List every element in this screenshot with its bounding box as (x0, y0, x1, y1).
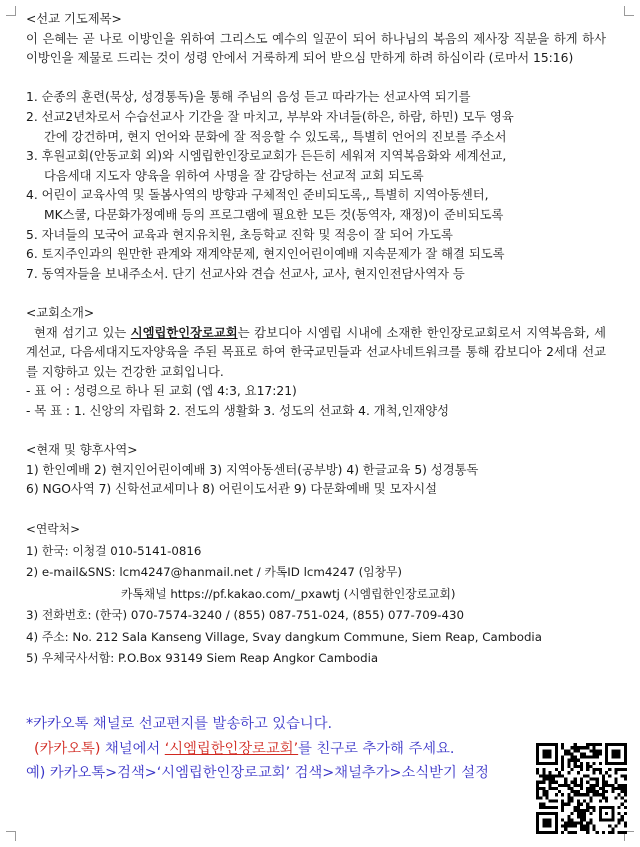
prayer-item-6: 6. 토지주인과의 원만한 관계와 재계약문제, 현지인어린이예배 지속문제가 잘 해결 되도록 (26, 247, 505, 262)
notice-church-name: ‘시엠립한인장로교회’ (164, 740, 299, 757)
prayer-item-3: 3. 후원교회(안동교회 외)와 시엠립한인장로교회가 든든히 세워져 지역복음화와 세계선교, (26, 149, 507, 164)
contact-title: <연락처> (26, 522, 80, 537)
prayer-item-1: 1. 순종의 훈련(묵상, 성경통독)을 통해 주님의 음성 듣고 따라가는 선교사역 되기를 (26, 90, 471, 105)
church-motto: - 표 어 : 성령으로 하나 된 교회 (엡 4:3, 요17:21) (26, 384, 297, 399)
church-name: 시엠립한인장로교회 (130, 325, 238, 340)
contact-tel: 3) 전화번호: (한국) 070-7574-3240 / (855) 087-751-024, (855) 077-709-430 (26, 608, 465, 623)
notice-line-1: *카카오톡 채널로 선교편지를 발송하고 있습니다. (26, 716, 333, 732)
church-title: <교회소개> (26, 305, 95, 320)
prayer-item-7: 7. 동역자들을 보내주소서. 단기 선교사와 견습 선교사, 교사, 현지인전담사역자 등 (26, 266, 465, 281)
prayer-item-5: 5. 자녀들의 모국어 교육과 현지유치원, 초등학교 진학 및 적응이 잘 되어 가도록 (26, 227, 453, 242)
prayer-item-2-cont: 간에 강건하며, 현지 언어와 문화에 잘 적응할 수 있도록,, 특별히 언어의 진보를 주소서 (44, 129, 507, 144)
contact-pobox: 5) 우체국사서함: P.O.Box 93149 Siem Reap Angkor Cambodia (26, 651, 379, 666)
contact-kakao-channel: 카톡채널 https://pf.kakao.com/_pxawtj (시엠립한인장로교회) (121, 586, 456, 601)
ministry-line-1: 1) 한인예배 2) 현지인어린이예배 3) 지역아동센터(공부방) 4) 한글교육 5) 성경통독 (26, 462, 479, 477)
notice-text-a: 채널에서 (100, 740, 165, 757)
prayer-title: <선교 기도제목> (26, 12, 122, 26)
church-intro-post: 는 캄보디아 시엠립 시내에 소재한 한인장로교회로서 지역복음화, 세계선교, 다음세대지도자양육을 주된 목표로 하여 한국교민들과 선교사네트워크를 통해 캄보디아 2세대 선교를 지향하고 있는 건강한 교회입니다. (26, 325, 606, 379)
church-intro (26, 324, 606, 383)
ministry-title: <현재 및 향후사역> (26, 443, 138, 458)
church-goal: - 목 표 : 1. 신앙의 자립화 2. 전도의 생활화 3. 성도의 선교화 4. 개척,인재양성 (26, 403, 449, 418)
page-corner-marker-top-left (6, 6, 16, 16)
prayer-item-2: 2. 선교2년차로서 수습선교사 기간을 잘 마치고, 부부와 자녀들(하은, 하람, 하민) 모두 영육 (26, 109, 514, 124)
notice-text-b: 를 친구로 추가해 주세요. (298, 740, 455, 757)
contact-section (26, 519, 606, 670)
contact-phone: 1) 한국: 이청걸 010-5141-0816 (26, 543, 202, 558)
contact-address: 4) 주소: No. 212 Sala Kanseng Village, Svay dangkum Commune, Siem Reap, Cambodia (26, 629, 542, 644)
notice-kakao-label: (카카오톡) (34, 740, 101, 757)
page-corner-marker-top-right (624, 6, 634, 16)
prayer-intro: 이 은혜는 곧 나로 이방인을 위하여 그리스도 예수의 일꾼이 되어 하나님의 복음의 제사장 직분을 하게 하사 이방인을 제물로 드리는 것이 성령 안에서 거룩하게 되어 받으심 만하게 하려 하심이라 (로마서 15:16) (26, 31, 606, 66)
prayer-item-4: 4. 어린이 교육사역 및 돌봄사역의 방향과 구체적인 준비되도록,, 특별히 지역아동센터, (26, 188, 489, 203)
page-corner-marker-bottom-left (6, 831, 16, 841)
document-page (26, 10, 606, 670)
contact-email: 2) e-mail&SNS: lcm4247@hanmail.net / 카톡ID lcm4247 (임창무) (26, 565, 403, 580)
notice-line-2 (26, 737, 489, 762)
qr-code-icon[interactable] (536, 743, 627, 834)
kakao-notice (26, 712, 489, 786)
ministry-line-2: 6) NGO사역 7) 신학선교세미나 8) 어린이도서관 9) 다문화예배 및 모자시설 (26, 482, 438, 497)
notice-line-3: 예) 카카오톡>검색>‘시엠립한인장로교회’ 검색>채널추가>소식받기 설정 (26, 765, 489, 781)
prayer-item-3-cont: 다음세대 지도자 양육을 위하여 사명을 잘 감당하는 선교적 교회 되도록 (44, 168, 424, 183)
church-intro-pre: 현재 섬기고 있는 (34, 325, 131, 340)
prayer-item-4-cont: MK스쿨, 다문화가정예배 등의 프로그램에 필요한 모든 것(동역자, 재정)이 준비되도록 (44, 207, 504, 222)
